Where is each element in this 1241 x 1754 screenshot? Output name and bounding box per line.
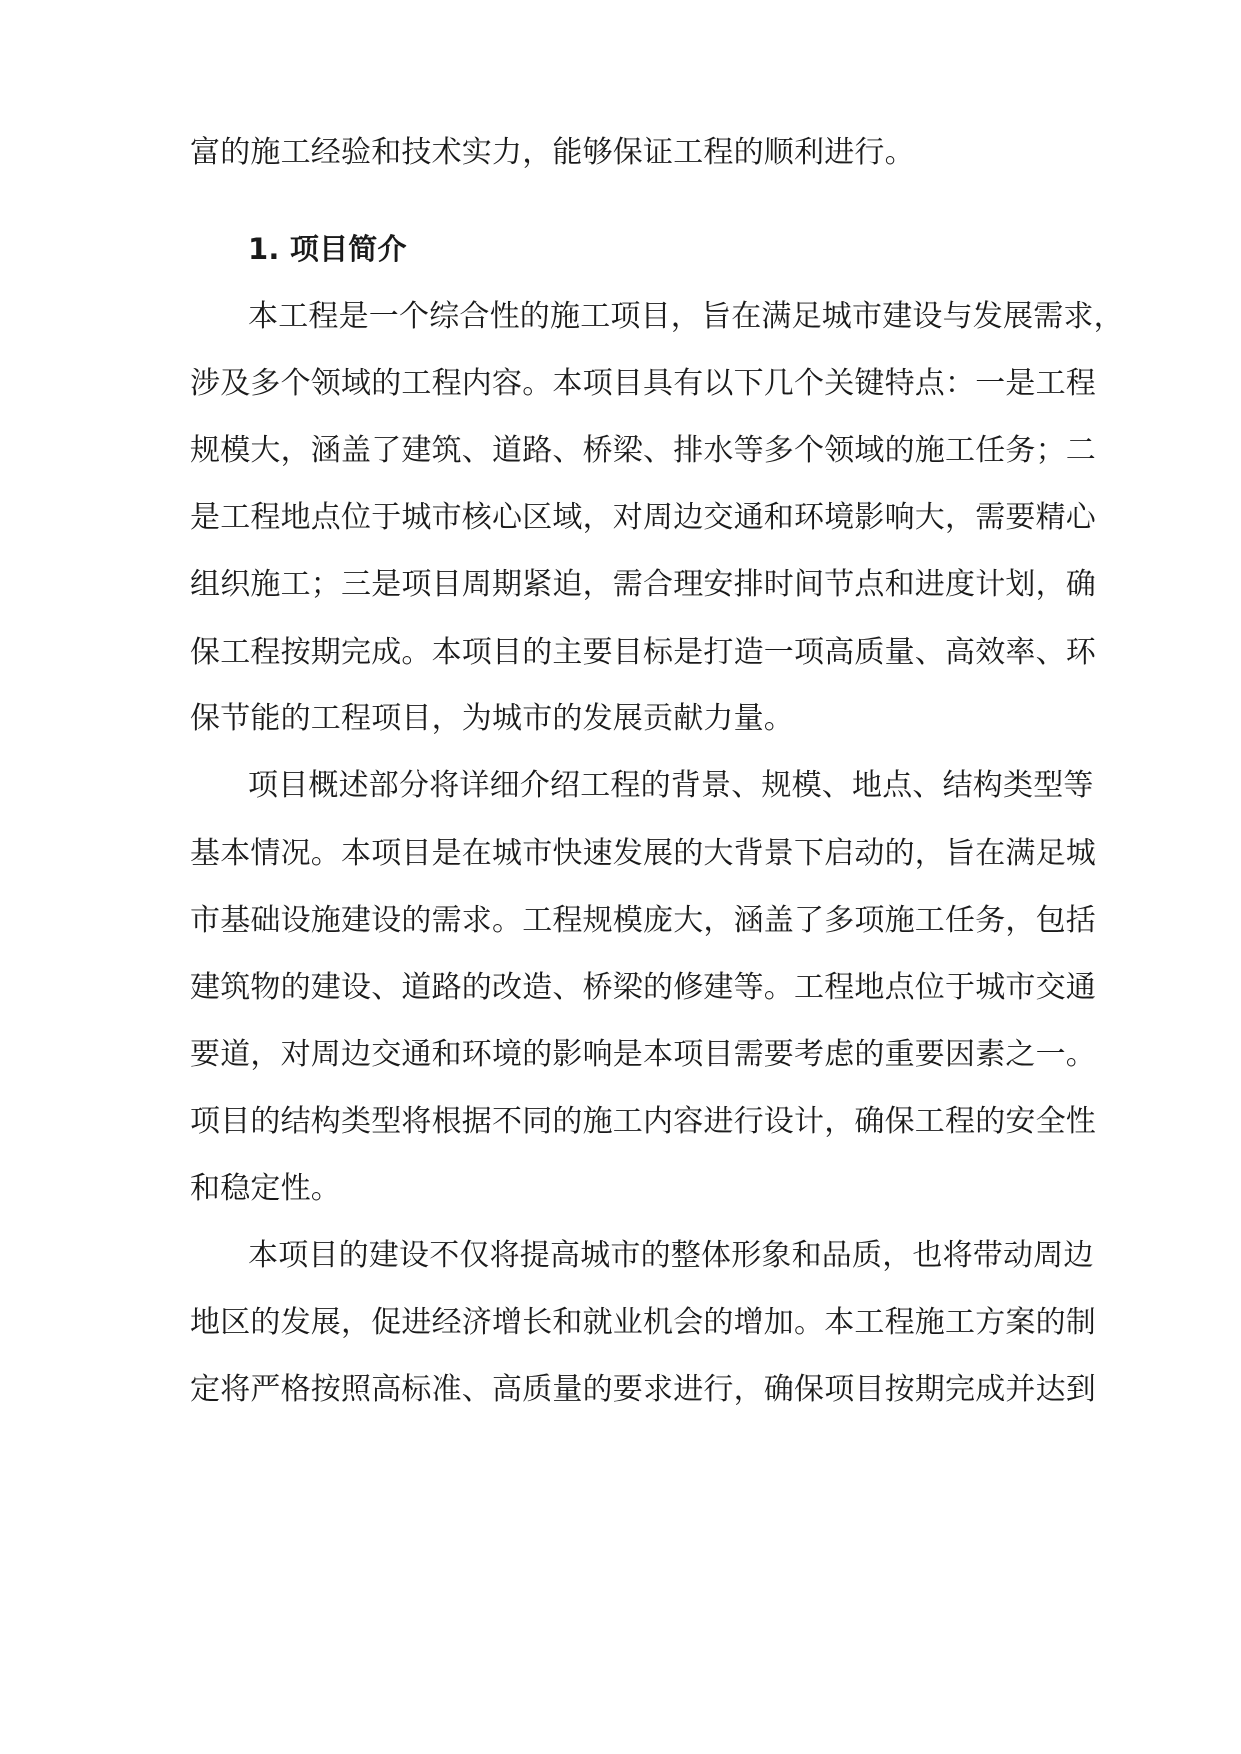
body-text-line: 富的施工经验和技术实力，能够保证工程的顺利进行。 <box>190 135 915 170</box>
body-text-line: 和稳定性。 <box>190 1171 341 1206</box>
body-text-line: 组织施工；三是项目周期紧迫，需合理安排时间节点和进度计划，确 <box>190 567 1096 602</box>
body-text-line: 市基础设施建设的需求。工程规模庞大，涵盖了多项施工任务，包括 <box>190 903 1096 938</box>
body-text-line: 地区的发展，促进经济增长和就业机会的增加。本工程施工方案的制 <box>190 1305 1096 1340</box>
body-text-line: 本项目的建设不仅将提高城市的整体形象和品质，也将带动周边 <box>248 1238 1094 1273</box>
body-text-line: 定将严格按照高标准、高质量的要求进行，确保项目按期完成并达到 <box>190 1372 1096 1407</box>
body-text-line: 项目概述部分将详细介绍工程的背景、规模、地点、结构类型等 <box>248 768 1094 803</box>
body-text-line: 建筑物的建设、道路的改造、桥梁的修建等。工程地点位于城市交通 <box>190 970 1096 1005</box>
body-text-line: 保节能的工程项目，为城市的发展贡献力量。 <box>190 701 794 736</box>
body-text-line: 规模大，涵盖了建筑、道路、桥梁、排水等多个领域的施工任务；二 <box>190 433 1096 468</box>
body-text-line: 保工程按期完成。本项目的主要目标是打造一项高质量、高效率、环 <box>190 635 1096 670</box>
body-text-line: 项目的结构类型将根据不同的施工内容进行设计，确保工程的安全性 <box>190 1104 1096 1139</box>
body-text-line: 要道，对周边交通和环境的影响是本项目需要考虑的重要因素之一。 <box>190 1037 1096 1072</box>
section-heading: 1. 项目简介 <box>248 232 407 266</box>
body-text-line: 涉及多个领域的工程内容。本项目具有以下几个关键特点：一是工程 <box>190 366 1096 401</box>
body-text-line: 基本情况。本项目是在城市快速发展的大背景下启动的，旨在满足城 <box>190 836 1096 871</box>
body-text-line: 是工程地点位于城市核心区域，对周边交通和环境影响大，需要精心 <box>190 500 1096 535</box>
body-text-line: 本工程是一个综合性的施工项目，旨在满足城市建设与发展需求， <box>248 299 1124 334</box>
